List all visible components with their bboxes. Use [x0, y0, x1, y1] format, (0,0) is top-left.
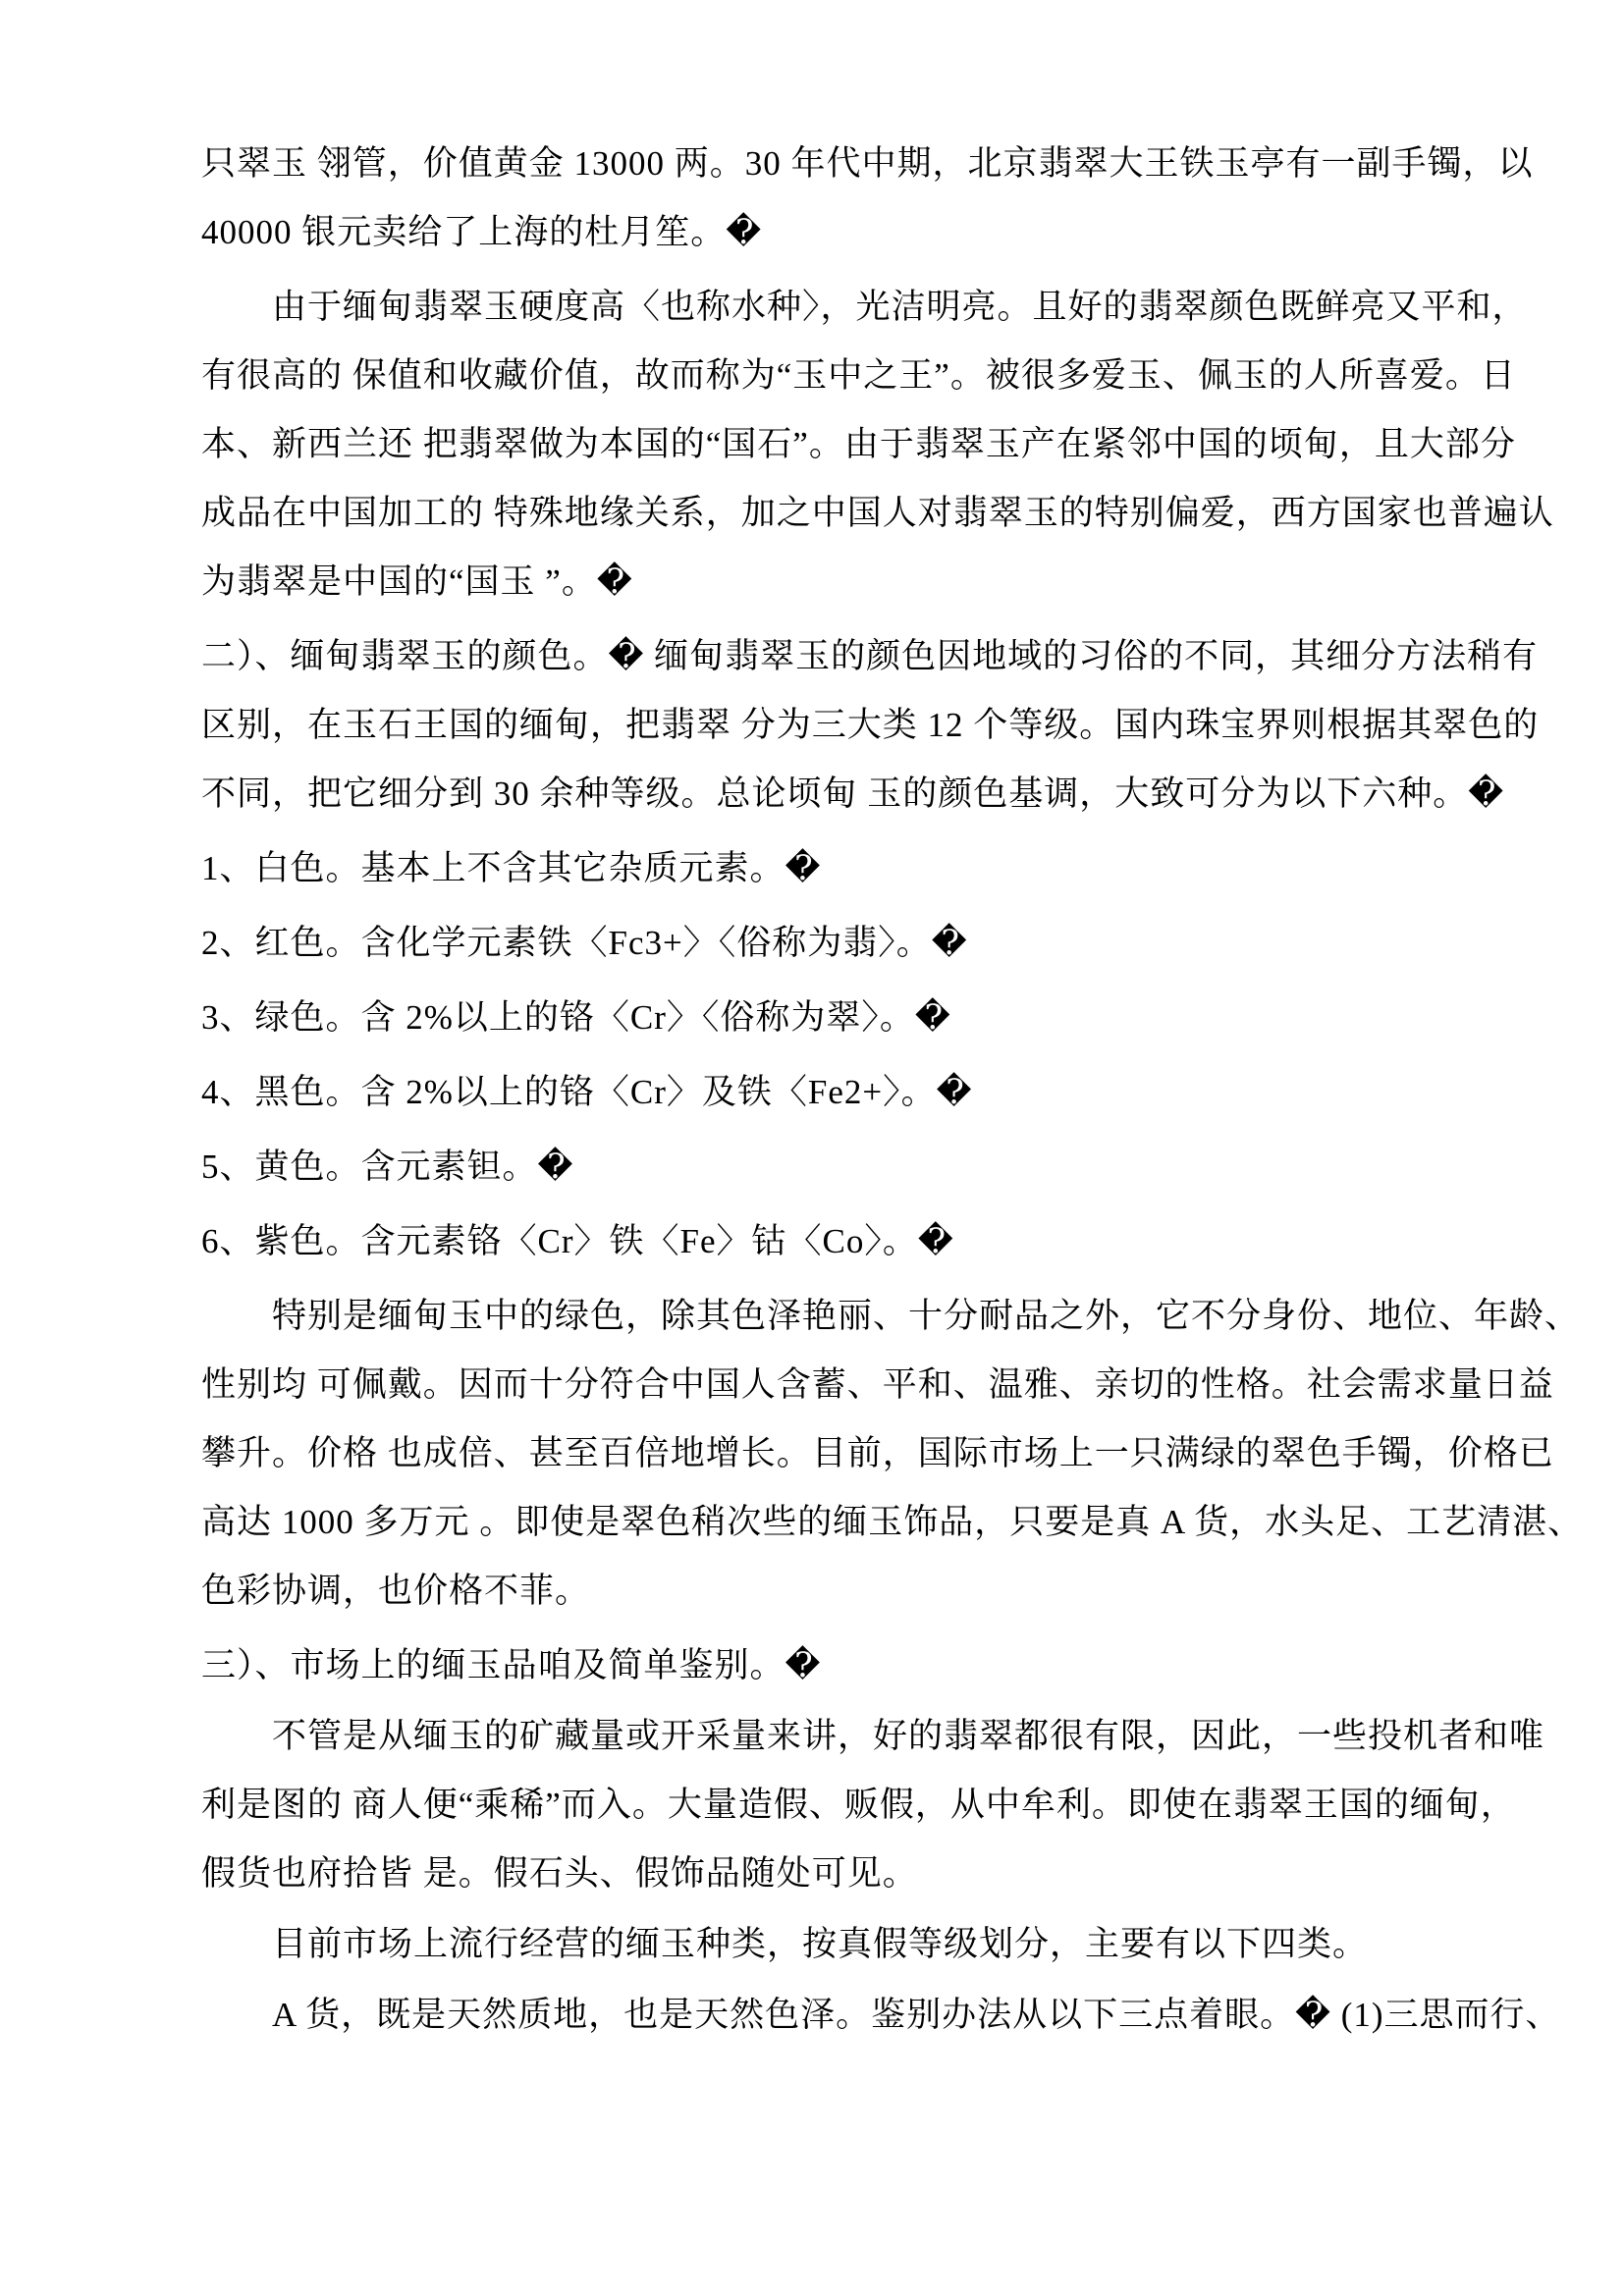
paragraph	[201, 273, 1554, 616]
text-line: 性别均 可佩戴。因而十分符合中国人含蓄、平和、温雅、亲切的性格。社会需求量日益	[201, 1365, 1554, 1404]
paragraph	[201, 1133, 1467, 1201]
paragraph	[201, 834, 1467, 903]
text-line: 利是图的 商人便“乘稀”而入。大量造假、贩假，从中牟利。即使在翡翠王国的缅甸，	[201, 1786, 1516, 1824]
text-line: 不管是从缅玉的矿藏量或开采量来讲，好的翡翠都很有限，因此，一些投机者和唯	[272, 1717, 1545, 1755]
text-line: 1、白色。基本上不含其它杂质元素。�	[201, 849, 822, 887]
paragraph	[201, 1058, 1467, 1127]
text-line: 为翡翠是中国的“国玉 ”。�	[201, 562, 633, 601]
text-line: 3、绿色。含 2%以上的铬〈Cr〉〈俗称为翠〉。�	[201, 998, 951, 1037]
text-line: 40000 银元卖给了上海的杜月笙。�	[201, 213, 763, 251]
paragraph	[201, 984, 1467, 1052]
paragraph	[201, 1702, 1545, 1908]
paragraph	[201, 1910, 1467, 1979]
text-line: 不同，把它细分到 30 余种等级。总论顷甸 玉的颜色基调，大致可分为以下六种。�	[201, 774, 1505, 813]
text-line: 色彩协调，也价格不菲。	[201, 1572, 591, 1610]
paragraph	[201, 1207, 1467, 1276]
text-line: 特别是缅甸玉中的绿色，除其色泽艳丽、十分耐品之外，它不分身份、地位、年龄、	[272, 1297, 1581, 1335]
text-line: 4、黑色。含 2%以上的铬〈Cr〉及铁〈Fe2+〉。�	[201, 1073, 973, 1111]
text-line: 6、紫色。含元素铬〈Cr〉铁〈Fe〉钴〈Co〉。�	[201, 1222, 954, 1260]
text-line: 有很高的 保值和收藏价值，故而称为“玉中之王”。被很多爱玉、佩玉的人所喜爱。日	[201, 356, 1516, 395]
text-line: 假货也府拾皆 是。假石头、假饰品随处可见。	[201, 1854, 918, 1893]
paragraph	[201, 130, 1534, 267]
text-line: 三）、市场上的缅玉品咱及简单鉴别。�	[201, 1646, 822, 1684]
text-line: 区别，在玉石王国的缅甸，把翡翠 分为三大类 12 个等级。国内珠宝界则根据其翠色的	[201, 706, 1540, 744]
paragraph	[201, 1282, 1584, 1626]
text-line: 高达 1000 多万元 。即使是翠色稍次些的缅玉饰品，只要是真 A 货，水头足、工艺清湛、	[201, 1503, 1584, 1541]
paragraph	[201, 909, 1467, 978]
text-line: 目前市场上流行经营的缅玉种类，按真假等级划分，主要有以下四类。	[272, 1925, 1369, 1963]
paragraph	[201, 622, 1540, 828]
text-line: 5、黄色。含元素钽。�	[201, 1148, 574, 1186]
text-line: 由于缅甸翡翠玉硬度高〈也称水种〉，光洁明亮。且好的翡翠颜色既鲜亮又平和，	[272, 288, 1528, 326]
text-line: A 货，既是天然质地，也是天然色泽。鉴别办法从以下三点着眼。� (1)三思而行、	[272, 1996, 1561, 2034]
text-line: 只翠玉 翎管，价值黄金 13000 两。30 年代中期，北京翡翠大王铁玉亭有一副手镯，以	[201, 144, 1534, 183]
text-line: 2、红色。含化学元素铁〈Fc3+〉〈俗称为翡〉。�	[201, 924, 968, 962]
text-line: 攀升。价格 也成倍、甚至百倍地增长。目前，国际市场上一只满绿的翠色手镯，价格已	[201, 1434, 1554, 1472]
text-line: 二）、缅甸翡翠玉的颜色。� 缅甸翡翠玉的颜色因地域的习俗的不同，其细分方法稍有	[201, 637, 1539, 675]
paragraph	[201, 1631, 1467, 1700]
paragraph	[201, 1981, 1561, 2050]
text-line: 成品在中国加工的 特殊地缘关系，加之中国人对翡翠玉的特别偏爱，西方国家也普遍认	[201, 494, 1554, 532]
text-line: 本、新西兰还 把翡翠做为本国的“国石”。由于翡翠玉产在紧邻中国的顷甸，且大部分	[201, 425, 1516, 463]
